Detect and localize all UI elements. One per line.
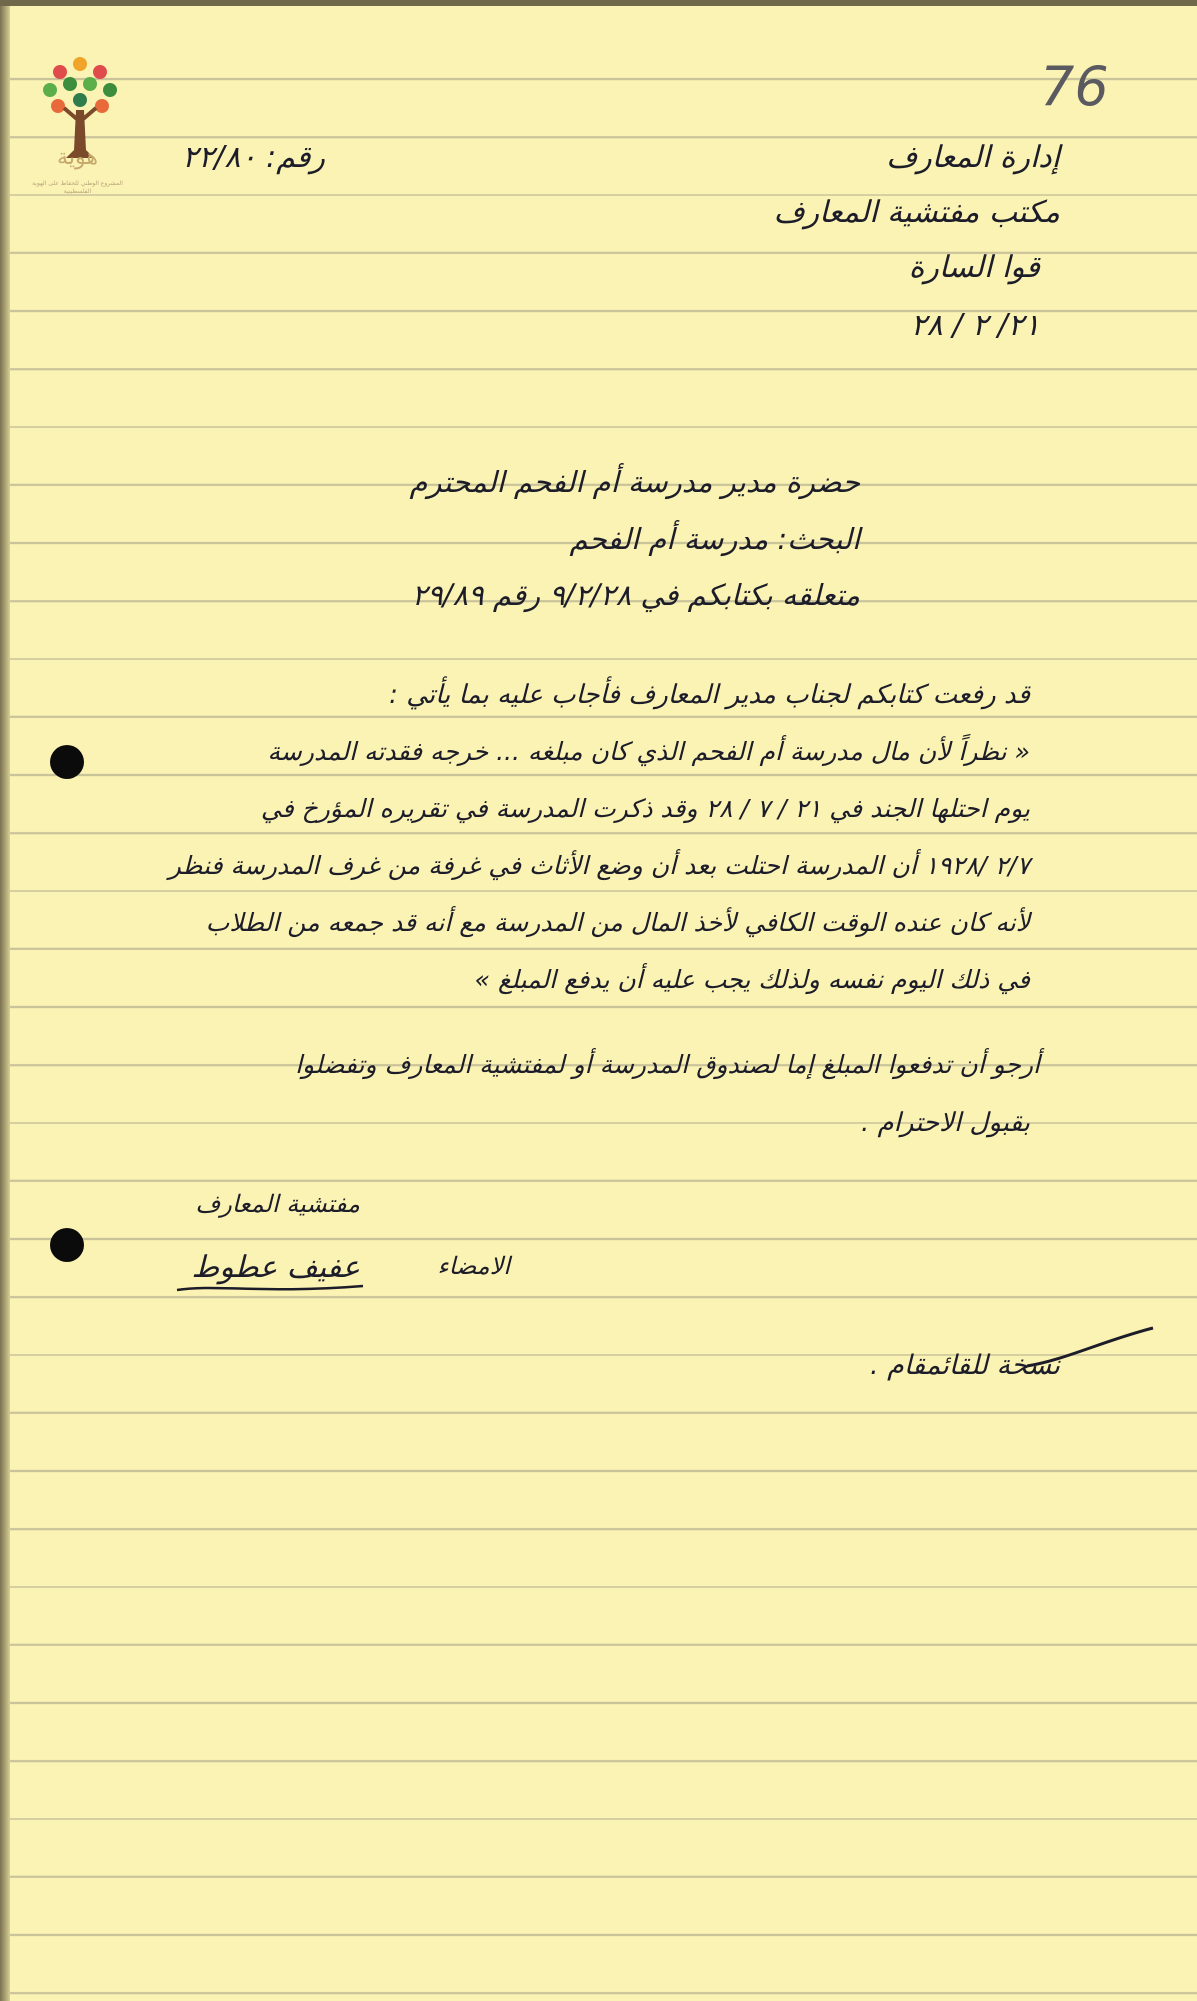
subject-line: البحث: مدرسة أم الفحم <box>569 522 860 556</box>
punch-hole <box>50 1228 84 1262</box>
body-line: ٢/٧ /١٩٢٨ أن المدرسة احتلت بعد أن وضع الأثاث في غرفة من غرف المدرسة فنظر <box>168 851 1030 880</box>
body-line: قد رفعت كتابكم لجناب مدير المعارف فأجاب عليه بما يأتي : <box>389 680 1030 710</box>
signature-label: الامضاء <box>437 1252 510 1280</box>
signature-name: عفيف عطوط <box>191 1250 360 1285</box>
reference-number: رقم: ٢٢/٨٠ <box>182 140 325 175</box>
department-line-1: إدارة المعارف <box>886 140 1060 175</box>
body-line: أرجو أن تدفعوا المبلغ إما لصندوق المدرسة أو لمفتشية المعارف وتفضلوا <box>295 1050 1040 1079</box>
punch-hole <box>50 745 84 779</box>
body-line: « نظراً لأن مال مدرسة أم الفحم الذي كان مبلغه ... خرجه فقدته المدرسة <box>267 737 1030 766</box>
signature-title: مفتشية المعارف <box>195 1190 360 1218</box>
copy-note: نسخة للقائمقام . <box>869 1350 1060 1381</box>
logo-caption: هوية <box>57 145 98 170</box>
reference-line: متعلقه بكتابكم في ٩/٢/٢٨ رقم ٢٩/٨٩ <box>411 578 860 612</box>
department-line-3: قوا السارة <box>908 250 1040 285</box>
addressee-line: حضرة مدير مدرسة أم الفحم المحترم <box>409 465 860 499</box>
body-line: يوم احتلها الجند في ٢١ / ٧ / ٢٨ وقد ذكرت المدرسة في تقريره المؤرخ في <box>260 794 1030 823</box>
page-number: 76 <box>1040 55 1109 118</box>
document-date: ٢١/ ٢ / ٢٨ <box>910 308 1040 343</box>
body-line: بقبول الاحترام . <box>861 1108 1030 1138</box>
copy-strike-mark-icon <box>1025 1320 1155 1380</box>
body-line: في ذلك اليوم نفسه ولذلك يجب عليه أن يدفع المبلغ » <box>474 965 1030 994</box>
body-line: لأنه كان عنده الوقت الكافي لأخذ المال من المدرسة مع أنه قد جمعه من الطلاب <box>205 908 1030 937</box>
signature-underline-icon <box>175 1282 365 1296</box>
department-line-2: مكتب مفتشية المعارف <box>773 195 1060 230</box>
logo-subcaption: المشروع الوطني للحفاظ على الهوية الفلسطينية <box>32 180 123 195</box>
